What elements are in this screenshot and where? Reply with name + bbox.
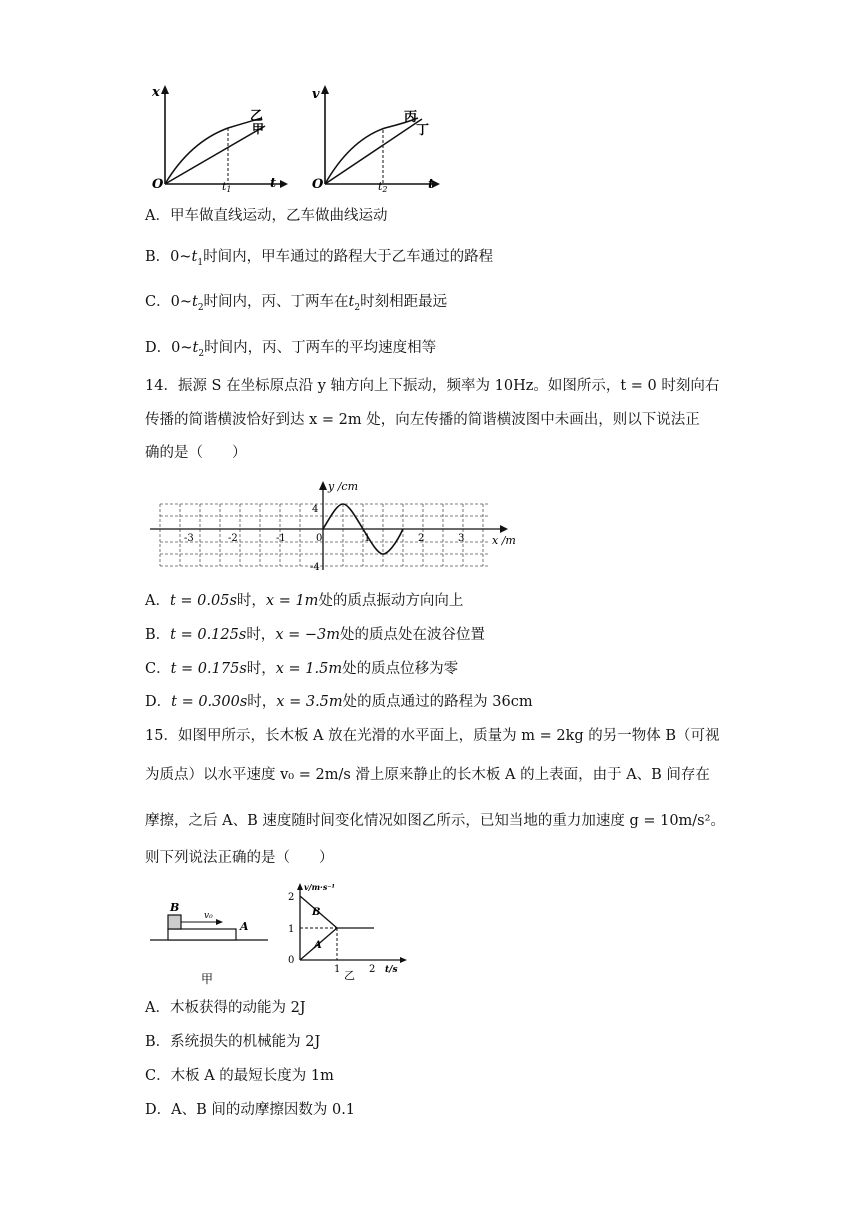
curve-label-bing: 丙 xyxy=(404,110,418,125)
curve-ding xyxy=(325,119,422,184)
tick-t2: t2 xyxy=(378,180,388,194)
y-tick-neg4: -4 xyxy=(310,562,320,573)
curve-jia xyxy=(165,126,265,184)
q14-option-b: B．t = 0.125s时，x = −3m处的质点处在波谷位置 xyxy=(145,627,485,643)
x-tick: 3 xyxy=(458,533,465,544)
q15-option-b: B．系统损失的机械能为 2J xyxy=(145,1034,321,1050)
label-b: B xyxy=(312,907,321,918)
y-tick-0: 0 xyxy=(288,955,295,966)
v-t-graph xyxy=(300,82,450,194)
label-b: B xyxy=(170,901,180,914)
tick-t1: t1 xyxy=(222,180,232,194)
q14-option-a: A．t = 0.05s时，x = 1m处的质点振动方向向上 xyxy=(145,593,464,609)
v-axis-label: v xyxy=(312,87,320,102)
v-t-graph-ab xyxy=(282,880,412,980)
q13-option-c: C．$0\sim t_2$时间内，丙、丁两车在$t_2$时刻相距最远 xyxy=(145,294,448,313)
label-v0: v₀ xyxy=(204,911,213,921)
block-board-diagram xyxy=(146,895,272,987)
y-tick-2: 2 xyxy=(288,892,295,903)
caption-jia: 甲 xyxy=(201,972,214,986)
caption-yi: 乙 xyxy=(344,969,355,980)
label-a: A xyxy=(240,920,249,933)
q15-stem-line2: 为质点）以水平速度 v₀ = 2m/s 滑上原来静止的长木板 A 的上表面，由于 A、B 间存在 xyxy=(145,767,710,783)
x-tick-2: 2 xyxy=(369,964,376,975)
x-tick: 0 xyxy=(316,533,323,544)
curve-label-yi: 乙 xyxy=(250,109,264,124)
q14-option-c: C．t = 0.175s时，x = 1.5m处的质点位移为零 xyxy=(145,661,459,677)
q13-option-a: A．甲车做直线运动，乙车做曲线运动 xyxy=(145,208,388,224)
t-axis-label: t xyxy=(428,177,435,192)
y-tick-4: 4 xyxy=(312,504,319,515)
y-tick-1: 1 xyxy=(288,924,295,935)
q15-option-a: A．木板获得的动能为 2J xyxy=(145,1000,306,1016)
wave-graph xyxy=(140,474,520,578)
x-axis-label-y: x xyxy=(152,85,160,100)
block-b xyxy=(168,915,181,929)
q15-stem-line1: 15．如图甲所示，长木板 A 放在光滑的水平面上，质量为 m = 2kg 的另一物体 B（可视 xyxy=(145,728,720,744)
q14-option-d: D．t = 0.300s时，x = 3.5m处的质点通过的路程为 36cm xyxy=(145,694,533,710)
v-axis-label: v/m·s⁻¹ xyxy=(304,882,336,892)
origin-label: O xyxy=(152,177,164,192)
q15-option-d: D．A、B 间的动摩擦因数为 0.1 xyxy=(145,1102,356,1118)
label-a: A xyxy=(314,940,322,951)
q13-option-b: B．$0\sim t_1$时间内，甲车通过的路程大于乙车通过的路程 xyxy=(145,249,494,268)
curve-label-ding: 丁 xyxy=(416,123,430,138)
t-axis-label: t/s xyxy=(385,965,398,975)
x-tick: -1 xyxy=(276,533,286,544)
x-tick: 2 xyxy=(418,533,425,544)
x-axis-label: x /m xyxy=(492,534,516,547)
curve-yi xyxy=(165,118,265,184)
q14-stem-line3: 确的是（ ） xyxy=(145,445,247,461)
q13-option-d: D．$0\sim t_2$时间内，丙、丁两车的平均速度相等 xyxy=(145,340,437,359)
board-a xyxy=(168,929,236,940)
q14-stem-line1: 14．振源 S 在坐标原点沿 y 轴方向上下振动，频率为 10Hz。如图所示，t = 0 时刻向右 xyxy=(145,378,720,394)
origin-label: O xyxy=(312,177,324,192)
y-axis-label: y /cm xyxy=(328,480,359,493)
q14-stem-line2: 传播的简谐横波恰好到达 x = 2m 处，向左传播的简谐横波图中未画出，则以下说法正 xyxy=(145,412,700,428)
q15-stem-line4: 则下列说法正确的是（ ） xyxy=(145,850,334,866)
x-tick: -2 xyxy=(228,533,238,544)
t-axis-label: t xyxy=(270,176,277,191)
x-tick: 1 xyxy=(364,533,371,544)
q15-option-c: C．木板 A 的最短长度为 1m xyxy=(145,1068,334,1084)
x-t-graph xyxy=(140,82,290,194)
x-tick: -3 xyxy=(184,533,194,544)
curve-label-jia: 甲 xyxy=(252,122,265,136)
q15-stem-line3: 摩擦，之后 A、B 速度随时间变化情况如图乙所示，已知当地的重力加速度 g = 10m/s²。 xyxy=(145,813,725,829)
x-tick-1: 1 xyxy=(334,964,341,975)
